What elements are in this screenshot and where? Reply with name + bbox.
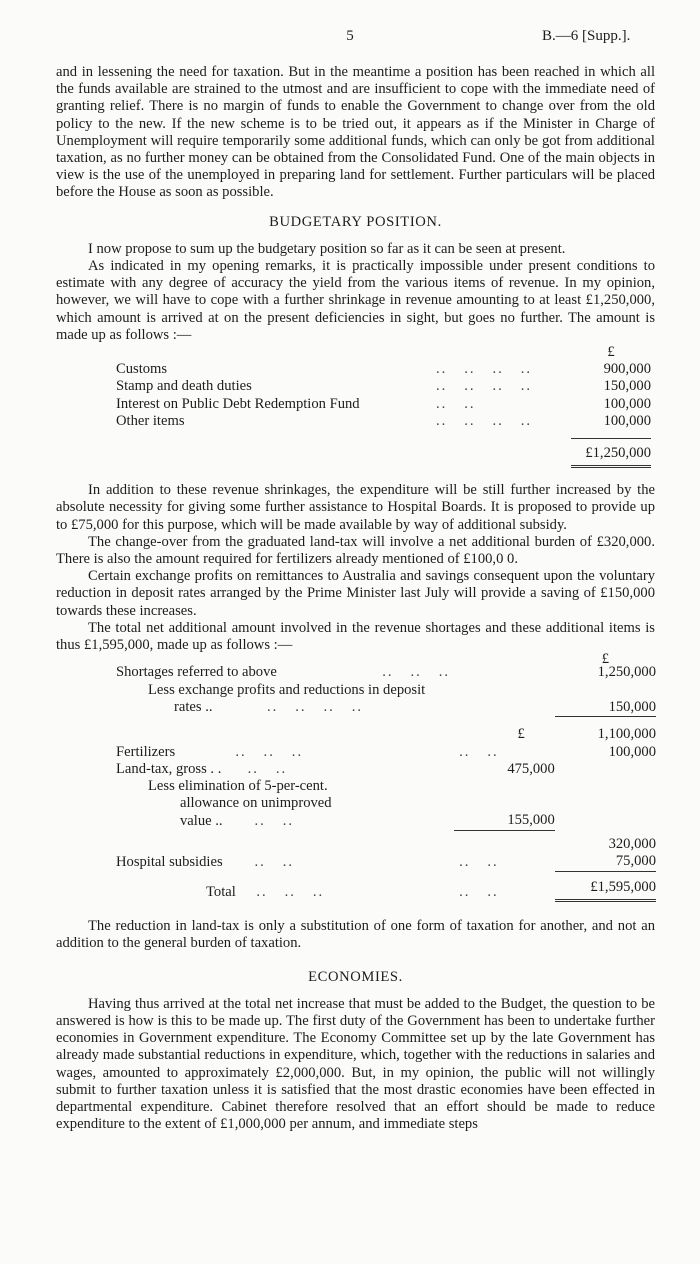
table-row: [116, 812, 656, 830]
row-value: 1,250,000: [597, 664, 656, 681]
table-total: £1,250,000: [571, 439, 651, 467]
row-label: value ..: [180, 812, 223, 829]
currency-symbol: £: [607, 344, 615, 361]
row-value: 100,000: [608, 743, 656, 760]
row-label: Total: [206, 883, 236, 900]
row-label: Stamp and death duties: [116, 378, 252, 395]
currency-symbol: £: [601, 651, 610, 668]
leader-dots: .. .. .. ..: [436, 378, 533, 395]
paragraph: Having thus arrived at the total net increase that must be added to the Budget, the question to be answered is how is this to be made up. The first duty of the Government has been to undertake further economies in Government expenditure. The Economy Committee set up by the late Government has already made substantial reductions in expenditure, which, together with the reductions in salaries and wages, amounted to approximately £2,000,000. But, in my opinion, the public will not willingly submit to further taxation unless it is satisfied that the most drastic economies have been effected in departmental expenditure. Cabinet therefore resolved that an effort should be made to reduce expenditure to the extent of £1,000,000 per annum, and immediate steps: [56, 995, 655, 1133]
row-label: Customs: [116, 361, 168, 378]
table-row: [116, 664, 656, 681]
table-total: £1,595,000: [555, 879, 656, 901]
row-label: Interest on Public Debt Redemption Fund: [116, 395, 360, 412]
currency-symbol: £: [517, 726, 525, 743]
table-row: [116, 378, 651, 395]
page-number: 5: [346, 28, 354, 44]
table-row: [116, 761, 656, 778]
paragraph: The total net additional amount involved in the revenue shortages and these additional items is thus £1,595,000, made up as follows :—: [56, 619, 655, 654]
table-row: [116, 853, 656, 871]
table-row: [116, 778, 656, 795]
row-label: Less elimination of 5-per-cent.: [148, 778, 328, 795]
leader-dots: .. ..: [436, 395, 476, 412]
table-row: [116, 726, 656, 743]
row-label: Shortages referred to above: [116, 664, 277, 681]
row-value: 155,000: [507, 812, 555, 829]
leader-dots: .. ..: [453, 853, 499, 870]
table-row: [116, 682, 656, 699]
table-row: [116, 413, 651, 430]
paragraph: In addition to these revenue shrinkages, the expenditure will be still further increased by the absolute necessity for giving some further assistance to Hospital Boards. It is proposed to provide up to £75,000 for this purpose, which will be made available by way of additional subsidy.: [56, 482, 655, 533]
row-value: 900,000: [603, 361, 651, 378]
paragraph: The change-over from the graduated land-tax will involve a net additional burden of £320,000. There is also the amount required for fertilizers already mentioned of £100,0 0.: [56, 533, 655, 568]
leader-dots: .. .. .. ..: [436, 412, 533, 429]
row-label: Hospital subsidies: [116, 853, 223, 870]
row-label: Land-tax, gross . .: [116, 760, 222, 777]
revenue-shrinkage-table: [116, 344, 651, 468]
row-label: Less exchange profits and reductions in deposit: [148, 681, 426, 698]
row-value: 320,000: [608, 836, 656, 853]
row-value: 100,000: [603, 412, 651, 429]
row-value: 75,000: [615, 853, 656, 870]
paragraph: The reduction in land-tax is only a substitution of one form of taxation for another, and not an addition to the general burden of taxation.: [56, 918, 655, 952]
leader-dots: .. ..: [453, 883, 499, 900]
document-reference: B.—6 [Supp.].: [542, 28, 631, 44]
leader-dots: .. .. ..: [280, 664, 450, 681]
table-row: [116, 836, 656, 853]
leader-dots: .. .. ..: [178, 743, 304, 760]
leader-dots: .. .. .. ..: [436, 361, 533, 378]
paragraph: Certain exchange profits on remittances to Australia and savings consequent upon the voluntary reduction in deposit rates arranged by the Prime Minister last July will provide a saving of £150,000 towards these increases.: [56, 568, 655, 619]
heading-economies: ECONOMIES.: [308, 968, 403, 985]
net-additional-amount-table: [116, 651, 656, 902]
leader-dots: .. ..: [453, 743, 499, 760]
subtotal-value: 1,100,000: [597, 726, 656, 743]
paragraph: As indicated in my opening remarks, it is practically impossible under present conditions to estimate with any degree of accuracy the yield from the various items of revenue. In my opinion, however, we will have to cope with a further shrinkage in revenue amounting to at least £1,250,000, which amount is arrived at on the present deficiencies in sight, but goes no further. The amount is made up as follows :—: [56, 258, 655, 343]
leader-dots: .. ..: [225, 760, 288, 777]
table-row: [116, 396, 651, 413]
row-label: Other items: [116, 412, 185, 429]
table-row: [116, 744, 656, 761]
table-total-row: [116, 879, 656, 901]
heading-budgetary-position: BUDGETARY POSITION.: [269, 213, 442, 230]
leader-dots: .. ..: [226, 853, 295, 870]
row-label: Fertilizers: [116, 743, 176, 760]
row-value: 100,000: [603, 395, 651, 412]
paragraph: I now propose to sum up the budgetary position so far as it can be seen at present.: [88, 240, 566, 257]
row-value: 150,000: [608, 698, 656, 715]
leader-dots: .. .. .. ..: [216, 699, 364, 716]
row-label: rates ..: [174, 699, 213, 716]
row-value: 150,000: [603, 378, 651, 395]
table-row: [116, 361, 651, 378]
leader-dots: .. ..: [226, 812, 294, 829]
document-body: [56, 64, 655, 1133]
table-row: [116, 795, 656, 812]
paragraph-continuation: and in lessening the need for taxation. But in the meantime a position has been reached in which all the funds available are strained to the utmost and are insufficient to cope with the immediate need of granting relief. There is no margin of funds to enable the Government to change over from the old policy to the new. If the new scheme is to be tried out, it appears as if the Minister in Charge of Unemployment will require temporarily some additional funds, which can only be got from additional taxation, as no further money can be obtained from the Consolidated Fund. One of the main objects in view is the use of the unemployed in preparing land for settlement. Further particulars will be placed before the House as soon as possible.: [56, 64, 655, 201]
row-value: 475,000: [507, 760, 555, 777]
table-row: [116, 699, 656, 717]
leader-dots: .. .. ..: [239, 883, 325, 900]
table-total-row: [116, 439, 651, 467]
row-label: allowance on unimproved: [180, 795, 332, 812]
